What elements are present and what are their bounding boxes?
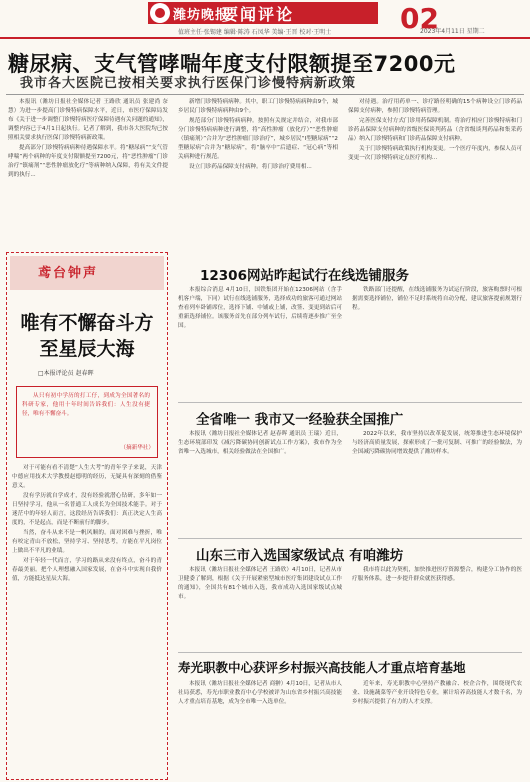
article-paragraph: 本报综合消息 4月10日，国铁集团开始在12306网站（含手机客户端，下同）试行在线选铺服务，选择成功的旅客可通过网站查看列车卧铺席位，选择下铺、中铺或上铺，改签、变更到站后可重新选择铺位。该服务首先在部分列车试行，后续将逐步推广至全国。 <box>178 287 342 329</box>
article-body-shandong-right <box>352 566 522 646</box>
commentary-body <box>12 464 162 772</box>
article-paragraph: 本报讯（潍坊日报社全媒体记者 王路欣）4月10日，记者从市卫健委了解到，根据《关于开展紧密型城市医疗集团建设试点工作的通知》，全国共有81个城市入选，我市成功入选国家级试点城市。 <box>178 567 342 600</box>
lead-subheadline: 我市各大医院已按相关要求执行医保门诊慢特病新政策 <box>20 76 357 91</box>
newspaper-brand: 潍坊晚报 <box>173 8 230 23</box>
lead-paragraph: 提高部分门诊慢特病病种待遇保障水平。将“糖尿病”“支气管哮喘”两个病种的年度支付限额提至7200元，将“恶性肿瘤”门诊治疗“镇痛剂”“恶性肿瘤放化疗”等病种纳入保障，将有关文件提到的执行... <box>8 145 168 178</box>
lead-column-2 <box>178 98 338 248</box>
article-paragraph: 铁路部门还提醒，在线选铺服务为试运行阶段，旅客购票时可根据需要选择铺位，铺位不足时系统将自动分配，建议旅客提前规划行程。 <box>352 287 522 311</box>
masthead-divider <box>0 37 530 39</box>
article-body-province-right <box>352 430 522 530</box>
article-paragraph: 本报讯（潍坊日报社全媒体记者 商翀）4月10日，记者从市人社局获悉，寿光市职业教育中心学校被评为山东省乡村振兴高技能人才重点培育基地，成为全市唯一入选单位。 <box>178 681 342 705</box>
lead-paragraph: 新增门诊慢特病病种。其中，职工门诊慢特病病种由9个，城乡居民门诊慢特病病种由9个。 <box>178 99 338 114</box>
pull-quote-source: （摘新华社） <box>120 445 154 451</box>
commentary-byline: □本报评论员 赵春晖 <box>38 370 94 377</box>
newspaper-logo-icon <box>150 3 170 23</box>
lead-divider <box>6 94 524 95</box>
article-headline-12306[interactable]: 12306网站昨起试行在线选铺服务 <box>200 268 409 284</box>
commentary-paragraph: 没有学历就自学成才，没有经验就潜心钻研，多年如一日坚持学习，他从一名普通工人成长为全国技术能手。对于迷茫中的年轻人而言，这段经历告诉我们：真正决定人生高度的，不是起点，而是不断前行的脚步。 <box>12 493 162 526</box>
masthead <box>0 0 530 36</box>
article-body-12306-left <box>178 286 342 398</box>
commentary-paragraph: 对于可能有看不清楚“人生大考”的青年学子来说，天津中德应用技术大学教授赵德明的经历，无疑具有深刻的借鉴意义。 <box>12 465 162 489</box>
lead-paragraph: 完善医保支付方式门诊用药保障机制。将治疗相应门诊慢特病和门诊药品保障支付病种的省级医保谈判药品（含省级谈判药品和集采药品）纳入门诊慢特病和门诊药品保障支付病种。 <box>348 118 522 142</box>
article-divider <box>178 652 522 653</box>
lead-column-1 <box>8 98 168 248</box>
article-paragraph: 本报讯（潍坊日报社全媒体记者 赵春晖 通讯员 王瑞）近日，生态环境部印发《减污降碳协同创新试点工作方案》，我市作为全省唯一入选城市，相关经验做法在全国推广。 <box>178 431 342 455</box>
article-paragraph: 近年来，寿光职教中心坚持产教融合、校企合作，围绕现代农业、设施蔬菜等产业开设特色专业，累计培养高技能人才数千名，为乡村振兴提供了有力的人才支撑。 <box>352 681 522 705</box>
section-name: 要闻评论 <box>222 5 295 24</box>
article-paragraph: 我市将以此为契机，加快推进医疗资源整合，构建分工协作的医疗服务体系，进一步提升群众就医获得感。 <box>352 567 522 582</box>
article-body-shandong-left <box>178 566 342 646</box>
lead-paragraph: 本报讯（潍坊日报社全媒体记者 王路欣 通讯员 张建尚 奈慧）为进一步提高门诊慢特病保障水平，近日，市医疗保障局发布《关于进一步调整门诊慢特病医疗保障待遇有关问题的通知》，调整内容已于4月1日起执行。记者了解到，我市各大医院均已按照相关要求执行医保门诊慢特病新政策。 <box>8 99 168 141</box>
lead-column-3 <box>348 98 522 248</box>
article-headline-province[interactable]: 全省唯一 我市又一经验获全国推广 <box>196 412 404 428</box>
issue-date: 2023年4月11日 星期二 <box>420 28 485 35</box>
commentary-paragraph: 对于年轻一代而言，学习的路从来没有终点，奋斗的青春最美丽。把个人理想融入国家发展，在奋斗中实现自我价值，方能抵达星辰大海。 <box>12 558 162 582</box>
article-body-12306-right <box>352 286 522 398</box>
article-headline-shouguang[interactable]: 寿光职教中心获评乡村振兴高技能人才重点培育基地 <box>178 660 466 675</box>
commentary-brand: 鸢台钟声 <box>38 266 99 281</box>
article-headline-shandong[interactable]: 山东三市入选国家级试点 有咱潍坊 <box>196 548 404 564</box>
pull-quote-text: 从只有初中学历的打工仔，到成为全国著名的科研专家，他用十年时间告诉我们：人生没有捷径，唯有不懈奋斗。 <box>22 393 150 417</box>
lead-paragraph: 规范部分门诊慢特病病种。按照有关规定并结合，对我市部分门诊慢特病病种进行调整，将“高性肿瘤（放化疗）”“恶性肿瘤（镇痛剂）”合并为“恶性肿瘤门诊治疗”，城乡居民“I型糖尿病”“2型糖尿病”合并为“糖尿病”，将“脑卒中”后遗症、“冠心病”等相关病种进行规范。 <box>178 118 338 160</box>
lead-paragraph: 设立门诊药品保障支付病种。将门诊治疗费用相... <box>189 164 312 170</box>
commentary-paragraph: 当然，奋斗从来不是一帆风顺的。面对困难与挫折，唯有咬定青山不放松，坚持学习、坚持思考，方能在平凡岗位上做出不平凡的业绩。 <box>12 530 162 554</box>
article-divider <box>178 402 522 403</box>
lead-paragraph: 关于门诊慢特病政策执行机构变更。一个医疗年度内，参保人员可变更一次门诊慢特病定点医疗机构... <box>348 146 522 161</box>
article-body-shouguang-right <box>352 680 522 778</box>
article-body-shouguang-left <box>178 680 342 778</box>
lead-paragraph: 对待遇。治疗用药单一、诊疗路径明确的15个病种设立门诊药品保障支付病种，参照门诊慢特病管理。 <box>348 99 522 114</box>
article-paragraph: 2022年以来，我市坚持以改革促发展，统筹推进生态环境保护与经济高质量发展，探索形成了一批可复制、可推广的经验做法，为全国减污降碳协同增效提供了潍坊样本。 <box>352 431 522 455</box>
article-body-province-left <box>178 430 342 530</box>
page-number: 02 <box>400 2 439 35</box>
pull-quote <box>22 392 150 444</box>
commentary-headline[interactable]: 唯有不懈奋斗方至星辰大海 <box>20 312 154 360</box>
lead-headline[interactable]: 糖尿病、支气管哮喘年度支付限额提至7200元 <box>8 52 456 76</box>
editorial-credits: 值班主任·张锡建 编辑·陈涛 石凤华 美编·王晋 校对·王明士 <box>178 29 332 36</box>
article-divider <box>178 538 522 539</box>
